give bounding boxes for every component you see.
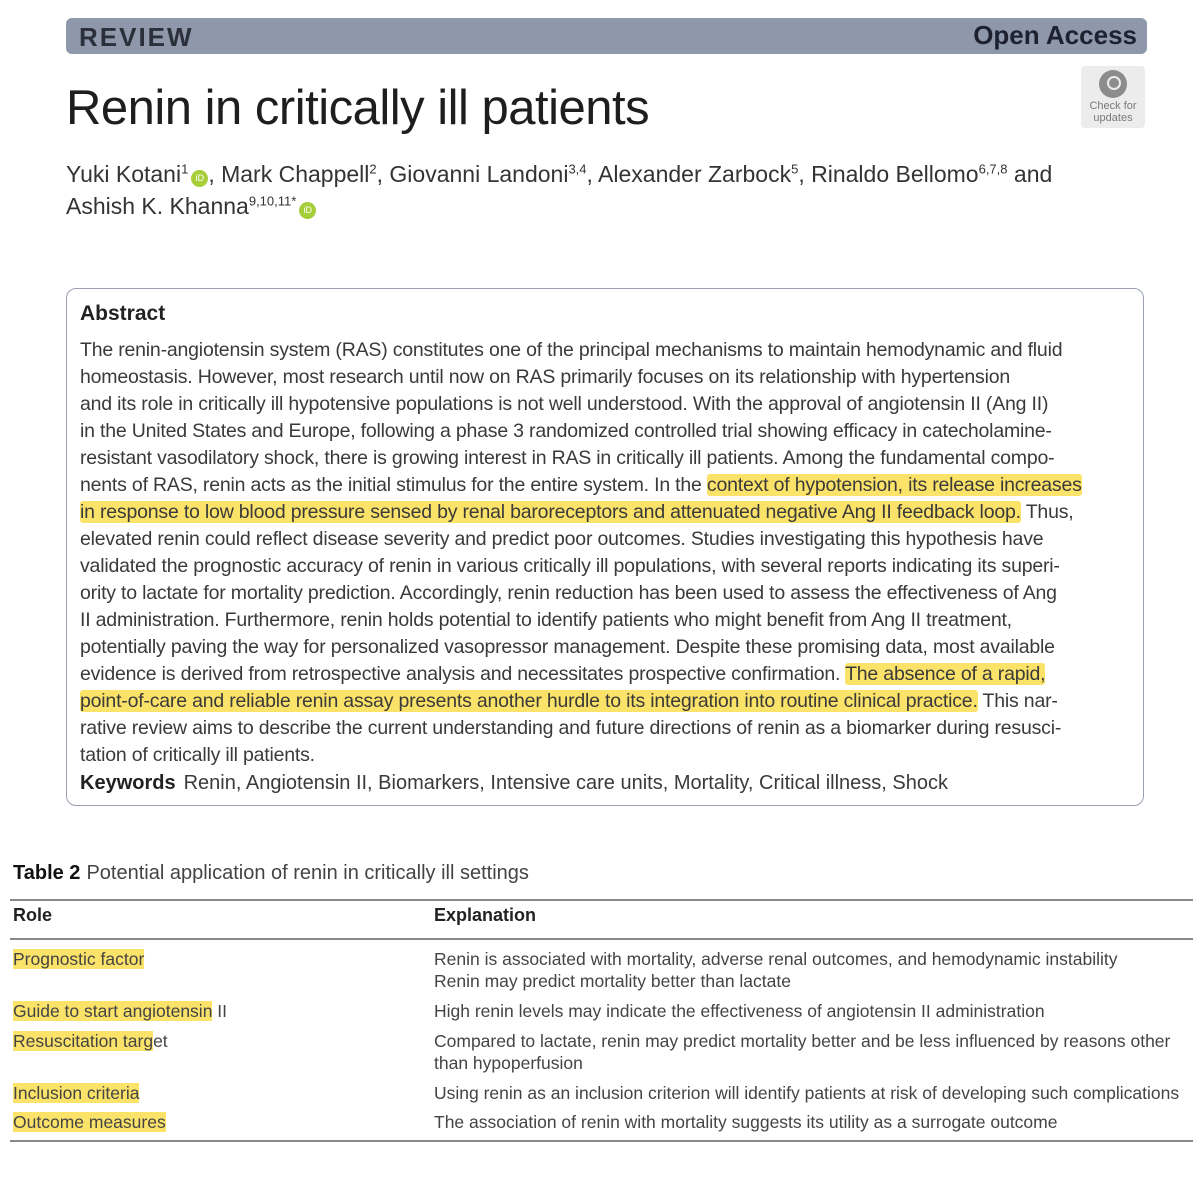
abstract-text: The renin-angiotensin system (RAS) constitutes one of the principal mechanisms to maintain hemodynamic and fluid — [80, 339, 1063, 361]
highlighted-role: Inclusion criteria — [13, 1083, 140, 1103]
explanation-line: The association of renin with mortality suggests its utility as a surrogate outcome — [434, 1112, 1058, 1132]
author-name[interactable]: Yuki Kotani — [66, 161, 182, 187]
table-cell-explanation — [434, 1030, 1170, 1074]
table-bottom-rule — [10, 1140, 1193, 1142]
explanation-line: Renin is associated with mortality, adverse renal outcomes, and hemodynamic instability — [434, 949, 1118, 969]
abstract-line — [80, 661, 1130, 688]
column-header-role: Role — [13, 905, 53, 925]
author-separator: , — [586, 161, 599, 187]
abstract-text: nents of RAS, renin acts as the initial stimulus for the entire system. In the — [80, 474, 707, 496]
explanation-line: Using renin as an inclusion criterion will identify patients at risk of developing such complications — [434, 1083, 1180, 1103]
abstract-line — [80, 418, 1130, 445]
keywords-label: Keywords — [80, 772, 176, 794]
abstract-text: Thus, — [1020, 501, 1074, 523]
author-name[interactable]: Mark Chappell — [221, 161, 370, 187]
orcid-icon[interactable]: iD — [299, 202, 316, 219]
abstract-text: homeostasis. However, most research until now on RAS primarily focuses on its relationship with hypertension — [80, 366, 1010, 388]
abstract-text: elevated renin could reflect disease severity and predict poor outcomes. Studies investigating this hypothesis have — [80, 528, 1044, 550]
badge-label-2: updates — [1093, 112, 1133, 124]
abstract-text: potentially paving the way for personalized vasopressor management. Despite these promising data, most available — [80, 636, 1055, 658]
abstract-heading: Abstract — [80, 302, 166, 325]
author-separator: , — [798, 161, 812, 187]
author-list — [66, 158, 1066, 222]
author-affiliation: 2 — [369, 161, 377, 177]
badge-label-1: Check for — [1089, 100, 1137, 112]
column-header-explanation: Explanation — [434, 905, 537, 925]
abstract-line — [80, 742, 1130, 769]
table-cell-role — [13, 1082, 139, 1104]
author-affiliation: 1 — [181, 161, 189, 177]
open-access-label[interactable]: Open Access — [973, 20, 1137, 50]
abstract-body — [80, 337, 1130, 769]
keywords-text: Renin, Angiotensin II, Biomarkers, Intensive care units, Mortality, Critical illness, Shock — [183, 772, 948, 794]
role-text: II — [212, 1001, 228, 1021]
abstract-text: rative review aims to describe the current understanding and future directions of renin as a biomarker during resusci- — [80, 717, 1062, 739]
abstract-line — [80, 688, 1130, 715]
table-label: Table 2 — [13, 862, 81, 884]
abstract-line — [80, 391, 1130, 418]
table-cell-role — [13, 1000, 227, 1022]
table-caption — [13, 862, 529, 885]
abstract-line — [80, 553, 1130, 580]
abstract-text: resistant vasodilatory shock, there is growing interest in RAS in critically ill patients. Among the fundamental compo- — [80, 447, 1055, 469]
abstract-line — [80, 607, 1130, 634]
author-name[interactable]: Rinaldo Bellomo — [811, 161, 979, 187]
abstract-line — [80, 580, 1130, 607]
table-cell-role — [13, 1030, 168, 1052]
table-cell-role — [13, 1111, 166, 1133]
table-caption-text: Potential application of renin in critically ill settings — [86, 862, 529, 884]
table-cell-role — [13, 948, 144, 970]
highlighted-role: Resuscitation targ — [13, 1031, 154, 1051]
abstract-text: ority to lactate for mortality prediction. Accordingly, renin reduction has been used to assess the effectiveness of Ang — [80, 582, 1057, 604]
author-name[interactable]: Giovanni Landoni — [389, 161, 569, 187]
abstract-line — [80, 445, 1130, 472]
highlighted-text: context of hypotension, its release increases — [706, 474, 1082, 496]
highlighted-text: in response to low blood pressure sensed by renal baroreceptors and attenuated negative Ang II feedback loop. — [80, 501, 1021, 523]
abstract-line — [80, 364, 1130, 391]
author-affiliation: 5 — [791, 161, 799, 177]
explanation-line: Compared to lactate, renin may predict mortality better and be less influenced by reasons other — [434, 1031, 1171, 1051]
abstract-line — [80, 715, 1130, 742]
abstract-text: II administration. Furthermore, renin holds potential to identify patients who might benefit from Ang II treatment, — [80, 609, 1012, 631]
table-cell-explanation — [434, 1111, 1057, 1133]
table-top-rule — [10, 899, 1193, 901]
author-separator: , — [208, 161, 222, 187]
highlighted-text: point-of-care and reliable renin assay presents another hurdle to its integration into routine clinical practice. — [80, 690, 978, 712]
author-affiliation: 9,10,11* — [248, 193, 297, 209]
highlighted-role: Prognostic factor — [13, 949, 145, 969]
table-cell-explanation — [434, 1000, 1045, 1022]
abstract-text: validated the prognostic accuracy of renin in various critically ill populations, with several reports indicating its superi- — [80, 555, 1060, 577]
abstract-text: and its role in critically ill hypotensive populations is not well understood. With the approval of angiotensin II (Ang II) — [80, 393, 1049, 415]
abstract-text: tation of critically ill patients. — [80, 744, 315, 766]
author-name[interactable]: Ashish K. Khanna — [66, 193, 249, 219]
abstract-line — [80, 337, 1130, 364]
abstract-line — [80, 526, 1130, 553]
abstract-text: in the United States and Europe, following a phase 3 randomized controlled trial showing efficacy in catecholamine- — [80, 420, 1052, 442]
role-text: et — [153, 1031, 168, 1051]
explanation-line: Renin may predict mortality better than lactate — [434, 971, 791, 991]
table-header-rule — [10, 938, 1193, 940]
orcid-icon[interactable]: iD — [191, 170, 208, 187]
highlighted-role: Outcome measures — [13, 1112, 166, 1132]
section-label: REVIEW — [79, 22, 194, 52]
table-cell-explanation — [434, 1082, 1179, 1104]
abstract-text: This nar- — [977, 690, 1058, 712]
explanation-line: High renin levels may indicate the effectiveness of angiotensin II administration — [434, 1001, 1045, 1021]
author-separator: and — [1007, 161, 1053, 187]
author-affiliation: 3,4 — [568, 161, 587, 177]
abstract-line — [80, 634, 1130, 661]
author-name[interactable]: Alexander Zarbock — [598, 161, 792, 187]
highlighted-role: Guide to start angiotensin — [13, 1001, 213, 1021]
author-separator: , — [376, 161, 390, 187]
check-for-updates-badge[interactable] — [1081, 66, 1145, 128]
explanation-line: than hypoperfusion — [434, 1053, 583, 1073]
abstract-line — [80, 472, 1130, 499]
abstract-line — [80, 499, 1130, 526]
author-affiliation: 6,7,8 — [978, 161, 1008, 177]
abstract-text: evidence is derived from retrospective analysis and necessitates prospective confirmation. — [80, 663, 846, 685]
table-cell-explanation — [434, 948, 1117, 992]
keywords — [80, 772, 948, 795]
highlighted-text: The absence of a rapid, — [845, 663, 1046, 685]
paper-title: Renin in critically ill patients — [66, 81, 650, 135]
header-bar — [66, 18, 1147, 54]
update-icon — [1099, 70, 1127, 98]
